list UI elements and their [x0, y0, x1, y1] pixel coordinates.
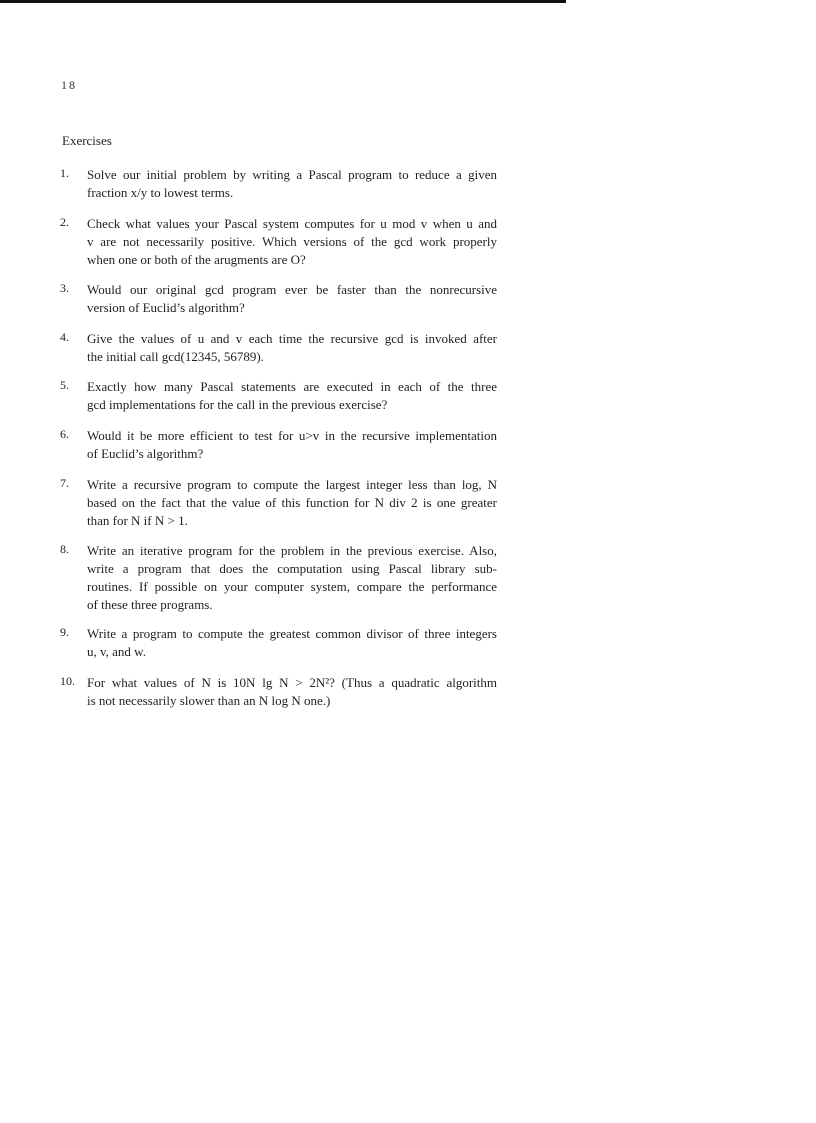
exercise-text-line: version of Euclid’s algorithm?	[87, 300, 245, 315]
top-rule	[0, 0, 566, 3]
exercise-number: 6.	[60, 427, 69, 441]
exercise-text-line: of these three programs.	[87, 597, 213, 612]
exercise-text-line: write a program that does the computation using Pascal library sub-	[87, 561, 497, 576]
exercise-text-line: of Euclid’s algorithm?	[87, 446, 204, 461]
page-number: 18	[61, 78, 77, 92]
exercise-text-line: Give the values of u and v each time the recursive gcd is invoked after	[87, 331, 497, 346]
exercise-text-line: fraction x/y to lowest terms.	[87, 185, 234, 200]
exercise-text-line: Would our original gcd program ever be faster than the nonrecursive	[87, 282, 497, 297]
exercise-number: 10.	[60, 674, 75, 688]
exercise-text-line: Write a program to compute the greatest common divisor of three integers	[87, 626, 497, 641]
exercise-text-line: routines. If possible on your computer system, compare the performance	[87, 579, 497, 594]
exercise-number: 2.	[60, 215, 69, 229]
exercise-text-line: when one or both of the arugments are O?	[87, 252, 306, 267]
exercise-number: 4.	[60, 330, 69, 344]
section-heading: Exercises	[62, 133, 112, 148]
exercise-text-line: For what values of N is 10N lg N > 2N²? (Thus a quadratic algorithm	[87, 675, 497, 690]
exercise-text-line: u, v, and w.	[87, 644, 146, 659]
exercise-text-line: gcd implementations for the call in the previous exercise?	[87, 397, 388, 412]
exercise-text-line: v are not necessarily positive. Which versions of the gcd work properly	[87, 234, 497, 249]
exercise-text-line: Write an iterative program for the problem in the previous exercise. Also,	[87, 543, 497, 558]
exercise-text-line: is not necessarily slower than an N log N one.)	[87, 693, 331, 708]
exercise-text-line: based on the fact that the value of this function for N div 2 is one greater	[87, 495, 497, 510]
exercise-text-line: Would it be more efficient to test for u>v in the recursive implementation	[87, 428, 497, 443]
exercise-text-line: than for N if N > 1.	[87, 513, 188, 528]
exercise-text-line: Solve our initial problem by writing a Pascal program to reduce a given	[87, 167, 497, 182]
exercise-number: 1.	[60, 166, 69, 180]
exercise-number: 5.	[60, 378, 69, 392]
exercise-number: 8.	[60, 542, 69, 556]
exercise-number: 7.	[60, 476, 69, 490]
exercise-text-line: the initial call gcd(12345, 56789).	[87, 349, 264, 364]
exercise-text-line: Check what values your Pascal system computes for u mod v when u and	[87, 216, 497, 231]
exercise-number: 9.	[60, 625, 69, 639]
exercise-text-line: Write a recursive program to compute the largest integer less than log, N	[87, 477, 497, 492]
exercise-text-line: Exactly how many Pascal statements are executed in each of the three	[87, 379, 497, 394]
exercise-number: 3.	[60, 281, 69, 295]
